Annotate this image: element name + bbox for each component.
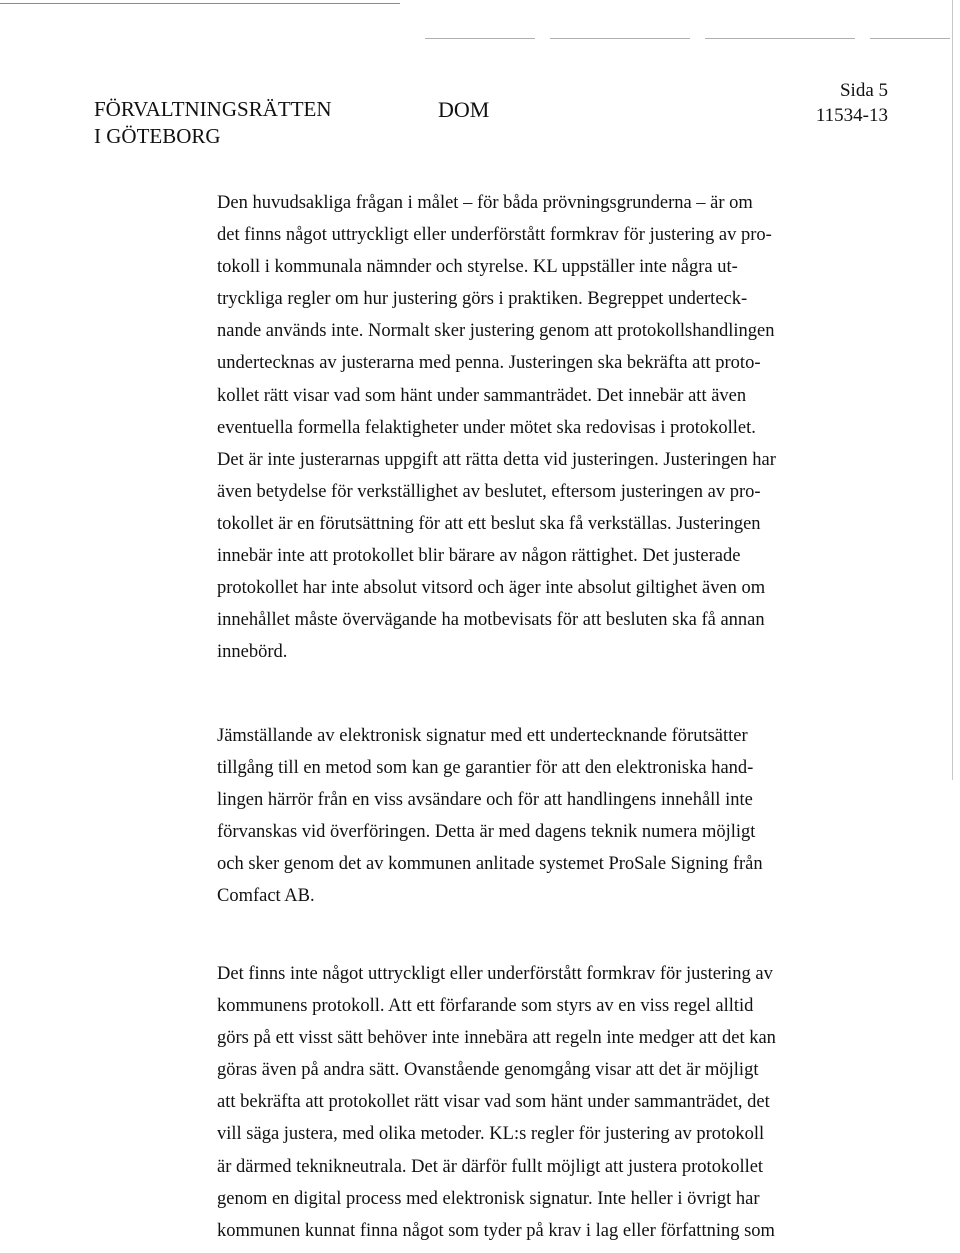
text-line: och sker genom det av kommunen anlitade systemet ProSale Signing från [217,854,763,875]
body-paragraph [217,720,807,913]
text-line: kollet rätt visar vad som hänt under sammanträdet. Det innebär att även [217,385,747,406]
scan-artifact-dash [550,38,690,39]
text-line: förvanskas vid överföringen. Detta är med dagens teknik numera möjligt [217,822,756,843]
text-line: även betydelse för verkställighet av beslutet, eftersom justeringen av pro- [217,481,761,502]
text-line: genom en digital process med elektronisk signatur. Inte heller i övrigt har [217,1188,760,1209]
text-line: kommunen kunnat finna något som tyder på krav i lag eller författning som [217,1220,775,1241]
text-line: görs på ett visst sätt behöver inte innebära att regeln inte medger att det kan [217,1028,776,1049]
text-line: vill säga justera, med olika metoder. KL:s regler för justering av protokoll [217,1124,765,1145]
text-line: det finns något uttryckligt eller underförstått formkrav för justering av pro- [217,225,772,246]
text-line: tokoll i kommunala nämnder och styrelse. KL uppställer inte några ut- [217,257,738,278]
text-line: Comfact AB. [217,886,315,907]
text-line: Det är inte justerarnas uppgift att rätta detta vid justeringen. Justeringen har [217,449,776,470]
text-line: eventuella formella felaktigheter under mötet ska redovisas i protokollet. [217,417,756,438]
scan-artifact-dash [705,38,855,39]
scan-artifact-dash [425,38,535,39]
text-line: tokollet är en förutsättning för att ett beslut ska få verkställas. Justeringen [217,513,761,534]
text-line: nande används inte. Normalt sker justering genom att protokollshandlingen [217,321,775,342]
text-line: tillgång till en metod som kan ge garantier för att den elektroniska hand- [217,758,754,779]
text-line: tryckliga regler om hur justering görs i praktiken. Begreppet underteck- [217,289,748,310]
text-line: är därmed teknikneutrala. Det är därför fullt möjligt att justera protokollet [217,1156,764,1177]
text-line: undertecknas av justerarna med penna. Justeringen ska bekräfta att proto- [217,353,761,374]
scan-artifact-edge [952,0,953,780]
case-number: 11534-13 [815,105,888,126]
document-type: DOM [438,97,490,122]
text-line: att bekräfta att protokollet rätt visar vad som hänt under sammanträdet, det [217,1092,770,1113]
text-line: protokollet har inte absolut vitsord och äger inte absolut giltighet även om [217,578,766,599]
text-line: göras även på andra sätt. Ovanstående genomgång visar att det är möjligt [217,1060,759,1081]
text-line: innebörd. [217,642,288,663]
page-number: Sida 5 [839,80,888,101]
body-paragraph [217,187,807,668]
page-info [816,78,888,128]
scan-artifact-top-line [0,3,400,4]
body-paragraph [217,958,807,1247]
text-line: Det finns inte något uttryckligt eller underförstått formkrav för justering av [217,964,773,984]
scan-artifact-dash [870,38,950,39]
text-line: Den huvudsakliga frågan i målet – för båda prövningsgrunderna – är om [217,193,753,213]
text-line: innehållet måste övervägande ha motbevisats för att besluten ska få annan [217,610,765,631]
text-line: kommunens protokoll. Att ett förfarande som styrs av en viss regel alltid [217,996,754,1017]
court-name: FÖRVALTNINGSRÄTTEN I GÖTEBORG [94,97,332,148]
text-line: innebär inte att protokollet blir bärare av någon rättighet. Det justerade [217,546,741,567]
text-line: lingen härrör från en viss avsändare och för att handlingens innehåll inte [217,790,753,811]
text-line: Jämställande av elektronisk signatur med ett undertecknande förutsätter [217,726,748,746]
